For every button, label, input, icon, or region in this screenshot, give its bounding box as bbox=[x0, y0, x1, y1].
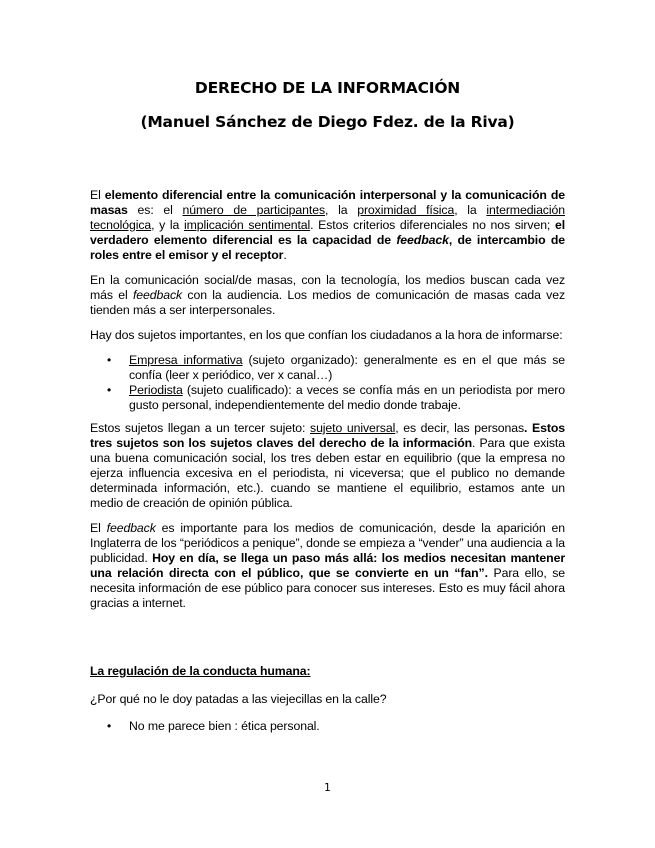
subjects-list bbox=[90, 353, 565, 413]
section-heading: La regulación de la conducta humana: bbox=[90, 664, 311, 678]
section-block bbox=[90, 664, 565, 742]
paragraph-4: Estos sujetos llegan a un tercer sujeto: sujeto universal, es decir, las personas. Estos tres sujetos son los sujetos claves del derecho de la información. Para que exista una buena comunicación social, los tres deben estar en equilibrio (que la empresa no ejerza influencia excesiva en el periodista, ni viceversa; que el publico no demande determinada información, etc.). cuando se mantiene el equilibrio, estamos ante un medio de creación de opinión pública. bbox=[90, 421, 565, 510]
list-item: • Empresa informativa (sujeto organizado): generalmente es en el que más se confía (leer x periódico, ver x canal…) bbox=[129, 353, 565, 383]
question-text: ¿Por qué no le doy patadas a las viejecillas en la calle? bbox=[90, 692, 387, 706]
document-title: DERECHO DE LA INFORMACIÓN bbox=[194, 79, 461, 97]
ethics-list bbox=[90, 719, 565, 734]
list-item: • Periodista (sujeto cualificado): a veces se confía más en un periodista por mero gusto personal, independientemente del medio donde trabaje. bbox=[129, 383, 565, 413]
page-number: 1 bbox=[324, 782, 331, 794]
paragraph-3: Hay dos sujetos importantes, en los que confían los ciudadanos a la hora de informarse: bbox=[90, 328, 563, 342]
document-body bbox=[90, 188, 565, 621]
paragraph-1: El elemento diferencial entre la comunicación interpersonal y la comunicación de masas es: el número de participantes, la proximidad física, la intermediación tecnológica, y la implicación sentimental. Estos criterios diferenciales no nos sirven; el verdadero elemento diferencial es la capacidad de feedback, de intercambio de roles entre el emisor y el receptor. bbox=[90, 188, 566, 262]
paragraph-2: En la comunicación social/de masas, con la tecnología, los medios buscan cada vez más el feedback con la audiencia. Los medios de comunicación de masas cada vez tienden más a ser interpersonales. bbox=[90, 273, 565, 317]
list-item: • No me parece bien : ética personal. bbox=[129, 719, 565, 734]
document-author: (Manuel Sánchez de Diego Fdez. de la Riva) bbox=[140, 113, 515, 131]
paragraph-5: El feedback es importante para los medios de comunicación, desde la aparición en Inglaterra de los “periódicos a penique”, donde se empieza a “vender” una audiencia a la publicidad. Hoy en día, se llega un paso más allá: los medios necesitan mantener una relación directa con el público, que se convierte en un “fan”. Para ello, se necesita información de ese público para conocer sus intereses. Esto es muy fácil ahora gracias a internet. bbox=[90, 521, 566, 610]
